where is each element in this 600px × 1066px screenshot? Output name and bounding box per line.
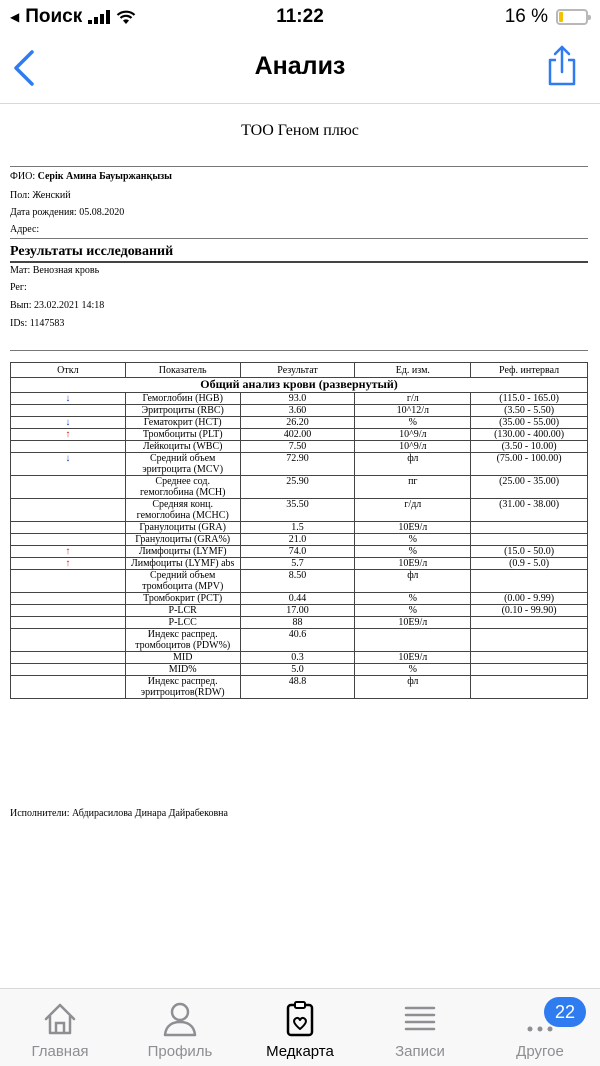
- unit-cell: фл: [355, 453, 471, 476]
- reference-cell: (15.0 - 50.0): [471, 546, 588, 558]
- indicator-cell: Среднее сод. гемоглобина (MCH): [125, 476, 240, 499]
- unit-cell: фл: [355, 570, 471, 593]
- divider: [10, 238, 588, 239]
- deviation-cell: ↑: [11, 429, 126, 441]
- reference-cell: (75.00 - 100.00): [471, 453, 588, 476]
- indicator-cell: Гематокрит (HCT): [125, 417, 240, 429]
- unit-cell: 10E9/л: [355, 617, 471, 629]
- indicator-cell: Индекс распред. тромбоцитов (PDW%): [125, 629, 240, 652]
- reference-cell: (115.0 - 165.0): [471, 393, 588, 405]
- unit-cell: 10^12/л: [355, 405, 471, 417]
- unit-cell: 10E9/л: [355, 652, 471, 664]
- nav-bar: [0, 34, 600, 104]
- battery-fill: [559, 12, 563, 22]
- table-row: [11, 405, 588, 417]
- indicator-cell: Индекс распред. эритроцитов(RDW): [125, 676, 240, 699]
- share-icon[interactable]: [544, 44, 580, 88]
- deviation-cell: ↓: [11, 453, 126, 476]
- table-row: [11, 652, 588, 664]
- indicator-cell: Гранулоциты (GRA): [125, 522, 240, 534]
- tab-more[interactable]: [480, 999, 600, 1060]
- deviation-cell: [11, 593, 126, 605]
- group-row: [11, 378, 588, 393]
- indicator-cell: Гранулоциты (GRA%): [125, 534, 240, 546]
- unit-cell: %: [355, 664, 471, 676]
- result-cell: 1.5: [240, 522, 355, 534]
- result-cell: 7.50: [240, 441, 355, 453]
- indicator-cell: Тромбокрит (PCT): [125, 593, 240, 605]
- status-time: 11:22: [276, 6, 324, 27]
- tab-more-label: Другое: [516, 1043, 564, 1060]
- table-row: [11, 676, 588, 699]
- table-row: [11, 558, 588, 570]
- reference-cell: [471, 534, 588, 546]
- deviation-cell: [11, 499, 126, 522]
- table-row: [11, 393, 588, 405]
- table-row: [11, 441, 588, 453]
- unit-cell: [355, 629, 471, 652]
- sample-ids: IDs: 1147583: [10, 318, 65, 329]
- reference-cell: (0.00 - 9.99): [471, 593, 588, 605]
- patient-name: [10, 171, 172, 182]
- deviation-cell: [11, 570, 126, 593]
- result-cell: 8.50: [240, 570, 355, 593]
- result-cell: 93.0: [240, 393, 355, 405]
- deviation-cell: [11, 664, 126, 676]
- deviation-cell: [11, 476, 126, 499]
- list-icon: [400, 999, 440, 1039]
- unit-cell: 10^9/л: [355, 441, 471, 453]
- reference-cell: (3.50 - 5.50): [471, 405, 588, 417]
- deviation-cell: [11, 676, 126, 699]
- unit-cell: 10E9/л: [355, 558, 471, 570]
- divider: [10, 166, 588, 167]
- reference-cell: [471, 617, 588, 629]
- result-cell: 0.3: [240, 652, 355, 664]
- deviation-cell: [11, 605, 126, 617]
- table-row: [11, 522, 588, 534]
- indicator-cell: Лимфоциты (LYMF): [125, 546, 240, 558]
- indicator-cell: Средний объем эритроцита (MCV): [125, 453, 240, 476]
- result-cell: 5.7: [240, 558, 355, 570]
- header-unit: Ед. изм.: [355, 363, 471, 378]
- header-reference: Реф. интервал: [471, 363, 588, 378]
- reference-cell: (31.00 - 38.00): [471, 499, 588, 522]
- deviation-cell: [11, 534, 126, 546]
- result-cell: 21.0: [240, 534, 355, 546]
- profile-icon: [160, 999, 200, 1039]
- reference-cell: [471, 629, 588, 652]
- sample-reg: Рег:: [10, 282, 27, 293]
- sample-material: Мат: Венозная кровь: [10, 265, 100, 276]
- executor: Исполнители: Абдирасилова Динара Дайрабековна: [10, 808, 228, 819]
- back-to-app-icon[interactable]: ◀: [10, 10, 20, 24]
- unit-cell: %: [355, 546, 471, 558]
- table-row: [11, 453, 588, 476]
- deviation-cell: ↓: [11, 393, 126, 405]
- group-title: Общий анализ крови (развернутый): [11, 378, 588, 393]
- header-deviation: Откл: [11, 363, 126, 378]
- indicator-cell: Лейкоциты (WBC): [125, 441, 240, 453]
- reference-cell: (3.50 - 10.00): [471, 441, 588, 453]
- tab-profile[interactable]: [120, 999, 240, 1060]
- table-row: [11, 499, 588, 522]
- patient-name-label: ФИО:: [10, 171, 36, 182]
- unit-cell: фл: [355, 676, 471, 699]
- page-title: Анализ: [254, 52, 346, 80]
- company-name: ТОО Геном плюс: [241, 122, 359, 139]
- table-row: [11, 617, 588, 629]
- tab-medical-card-label: Медкарта: [266, 1043, 334, 1060]
- notification-badge: 22: [544, 997, 586, 1027]
- table-row: [11, 593, 588, 605]
- indicator-cell: Эритроциты (RBC): [125, 405, 240, 417]
- result-cell: 5.0: [240, 664, 355, 676]
- result-cell: 0.44: [240, 593, 355, 605]
- deviation-cell: [11, 652, 126, 664]
- indicator-cell: Тромбоциты (PLT): [125, 429, 240, 441]
- battery-icon: [556, 9, 588, 25]
- reference-cell: (0.10 - 99.90): [471, 605, 588, 617]
- indicator-cell: Гемоглобин (HGB): [125, 393, 240, 405]
- reference-cell: (25.00 - 35.00): [471, 476, 588, 499]
- reference-cell: [471, 676, 588, 699]
- status-right: [505, 6, 588, 28]
- indicator-cell: P-LCC: [125, 617, 240, 629]
- result-cell: 17.00: [240, 605, 355, 617]
- table-row: [11, 476, 588, 499]
- analysis-document: [0, 104, 600, 988]
- reference-cell: [471, 664, 588, 676]
- deviation-cell: ↑: [11, 558, 126, 570]
- result-cell: 25.90: [240, 476, 355, 499]
- divider: [10, 261, 588, 263]
- indicator-cell: P-LCR: [125, 605, 240, 617]
- deviation-cell: [11, 441, 126, 453]
- home-icon: [40, 999, 80, 1039]
- patient-dob: Дата рождения: 05.08.2020: [10, 207, 125, 218]
- patient-name-value: Серік Амина Бауыржанқызы: [37, 171, 172, 182]
- divider: [10, 350, 588, 351]
- reference-cell: [471, 570, 588, 593]
- indicator-cell: Средний объем тромбоцита (MPV): [125, 570, 240, 593]
- deviation-cell: ↓: [11, 417, 126, 429]
- deviation-cell: [11, 617, 126, 629]
- result-cell: 3.60: [240, 405, 355, 417]
- unit-cell: %: [355, 417, 471, 429]
- deviation-cell: ↑: [11, 546, 126, 558]
- table-row: [11, 417, 588, 429]
- unit-cell: г/л: [355, 393, 471, 405]
- table-row: [11, 629, 588, 652]
- header-result: Результат: [240, 363, 355, 378]
- reference-cell: (130.00 - 400.00): [471, 429, 588, 441]
- tab-records-label: Записи: [395, 1043, 445, 1060]
- carrier-label[interactable]: Поиск: [25, 6, 83, 27]
- unit-cell: пг: [355, 476, 471, 499]
- tab-records[interactable]: [360, 999, 480, 1060]
- deviation-cell: [11, 522, 126, 534]
- reference-cell: (35.00 - 55.00): [471, 417, 588, 429]
- table-row: [11, 546, 588, 558]
- patient-gender: Пол: Женский: [10, 190, 71, 201]
- section-title: Результаты исследований: [10, 244, 174, 259]
- reference-cell: [471, 522, 588, 534]
- tab-medical-card[interactable]: [240, 999, 360, 1060]
- unit-cell: 10^9/л: [355, 429, 471, 441]
- indicator-cell: MID%: [125, 664, 240, 676]
- tab-bar: [0, 988, 600, 1066]
- unit-cell: %: [355, 534, 471, 546]
- result-cell: 26.20: [240, 417, 355, 429]
- indicator-cell: Средняя конц. гемоглобина (MCHC): [125, 499, 240, 522]
- table-row: [11, 664, 588, 676]
- indicator-cell: MID: [125, 652, 240, 664]
- result-cell: 48.8: [240, 676, 355, 699]
- unit-cell: %: [355, 593, 471, 605]
- table-row: [11, 570, 588, 593]
- indicator-cell: Лимфоциты (LYMF) abs: [125, 558, 240, 570]
- result-cell: 72.90: [240, 453, 355, 476]
- tab-profile-label: Профиль: [147, 1043, 213, 1060]
- results-table: [10, 362, 588, 699]
- tab-home-label: Главная: [31, 1043, 89, 1060]
- reference-cell: [471, 652, 588, 664]
- unit-cell: 10E9/л: [355, 522, 471, 534]
- unit-cell: г/дл: [355, 499, 471, 522]
- header-indicator: Показатель: [125, 363, 240, 378]
- tab-home[interactable]: [0, 999, 120, 1060]
- result-cell: 35.50: [240, 499, 355, 522]
- patient-address: Адрес:: [10, 224, 40, 235]
- unit-cell: %: [355, 605, 471, 617]
- table-row: [11, 605, 588, 617]
- reference-cell: (0.9 - 5.0): [471, 558, 588, 570]
- table-row: [11, 534, 588, 546]
- table-header-row: [11, 363, 588, 378]
- result-cell: 402.00: [240, 429, 355, 441]
- result-cell: 40.6: [240, 629, 355, 652]
- medical-card-icon: [280, 999, 320, 1039]
- deviation-cell: [11, 629, 126, 652]
- status-bar: [0, 0, 600, 34]
- battery-percent: 16 %: [504, 6, 548, 27]
- deviation-cell: [11, 405, 126, 417]
- result-cell: 88: [240, 617, 355, 629]
- table-row: [11, 429, 588, 441]
- result-cell: 74.0: [240, 546, 355, 558]
- sample-issued: Вып: 23.02.2021 14:18: [10, 300, 105, 311]
